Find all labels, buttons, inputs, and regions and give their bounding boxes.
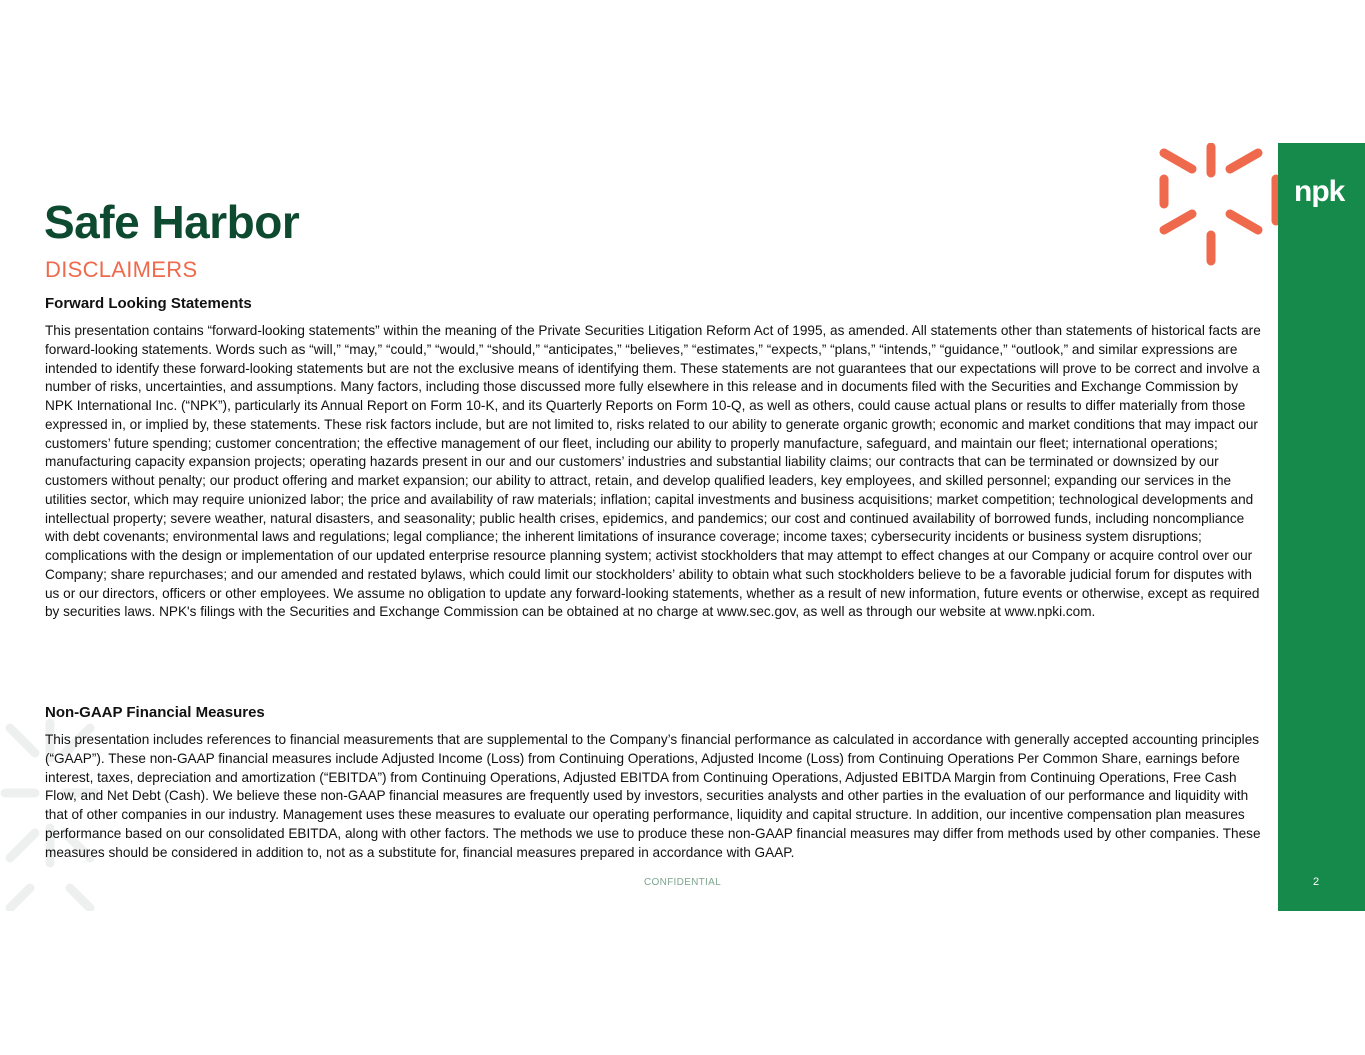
page-title: Safe Harbor — [44, 196, 300, 248]
npk-logo: npk — [1294, 175, 1345, 208]
page-subtitle: DISCLAIMERS — [45, 257, 198, 282]
section-heading-forward-looking: Forward Looking Statements — [45, 295, 252, 312]
page-number: 2 — [1313, 876, 1320, 888]
section-body-non-gaap: This presentation includes references to financial measurements that are supplemental to the Company’s financial performance as calculated in accordance with generally accepted accounting principles (“GAAP”). These non-GAAP financial measures include Adjusted Income (Loss) from Continuing Operations, Adjusted Income (Loss) from Continuing Operations Per Common Share, earnings before interest, taxes, depreciation and amortization (“EBITDA”) from Continuing Operations, Adjusted EBITDA from Continuing Operations, Adjusted EBITDA Margin from Continuing Operations, Free Cash Flow, and Net Debt (Cash). We believe these non-GAAP financial measures are frequently used by investors, securities analysts and other parties in the evaluation of our performance and liquidity with that of other companies in our industry. Management uses these measures to evaluate our operating performance, liquidity and capital structure. In addition, our incentive compensation plan measures performance based on our consolidated EBITDA, along with other factors. The methods we use to produce these non-GAAP financial measures may differ from methods used by other companies. These measures should be considered in addition to, not as a substitute for, financial measures prepared in accordance with GAAP. — [45, 732, 1261, 860]
section-heading-non-gaap: Non-GAAP Financial Measures — [45, 704, 265, 721]
section-body-forward-looking: This presentation contains “forward-looking statements” within the meaning of the Private Securities Litigation Reform Act of 1995, as amended. All statements other than statements of historical facts are forward-looking statements. Words such as “will,” “may,” “could,” “would,” “should,” “anticipates,” “believes,” “estimates,” “expects,” “plans,” “intends,” “guidance,” “outlook,” and similar expressions are intended to identify these forward-looking statements but are not the exclusive means of identifying them. These statements are not guarantees that our expectations will prove to be correct and involve a number of risks, uncertainties, and assumptions. Many factors, including those discussed more fully elsewhere in this release and in documents filed with the Securities and Exchange Commission by NPK International Inc. (“NPK”), particularly its Annual Report on Form 10-K, and its Quarterly Reports on Form 10-Q, as well as others, could cause actual plans or results to differ materially from those expressed in, or implied by, these statements. These risk factors include, but are not limited to, risks related to our ability to generate organic growth; economic and market conditions that may impact our customers’ future spending; customer concentration; the effective management of our fleet, including our ability to properly manufacture, safeguard, and maintain our fleet; international operations; manufacturing capacity expansion projects; operating hazards present in our and our customers’ industries and substantial liability claims; our contracts that can be terminated or downsized by our customers without penalty; our product offering and market expansion; our ability to attract, retain, and develop qualified leaders, key employees, and skilled personnel; expanding our services in the utilities sector, which may require unionized labor; the price and availability of raw materials; inflation; capital investments and business acquisitions; market competition; technological developments and intellectual property; severe weather, natural disasters, and seasonality; public health crises, epidemics, and pandemics; our cost and continued availability of borrowed funds, including noncompliance with debt covenants; environmental laws and regulations; legal compliance; the inherent limitations of insurance coverage; income taxes; cybersecurity incidents or business system disruptions; complications with the design or implementation of our updated enterprise resource planning system; activist stockholders that may attempt to effect changes at our Company or acquire control over our Company; share repurchases; and our amended and restated bylaws, which could limit our stockholders’ ability to obtain what such stockholders believe to be a favorable judicial forum for disputes with us or our directors, officers or other employees. We assume no obligation to update any forward-looking statements, whether as a result of new information, future events or otherwise, except as required by securities laws. NPK's filings with the Securities and Exchange Commission can be obtained at no charge at www.sec.gov, as well as through our website at www.npki.com. — [45, 323, 1261, 620]
asterisk-logo-icon — [1150, 143, 1280, 268]
confidential-label: CONFIDENTIAL — [644, 877, 721, 888]
slide — [0, 143, 1365, 911]
brand-sidebar — [1278, 143, 1365, 911]
